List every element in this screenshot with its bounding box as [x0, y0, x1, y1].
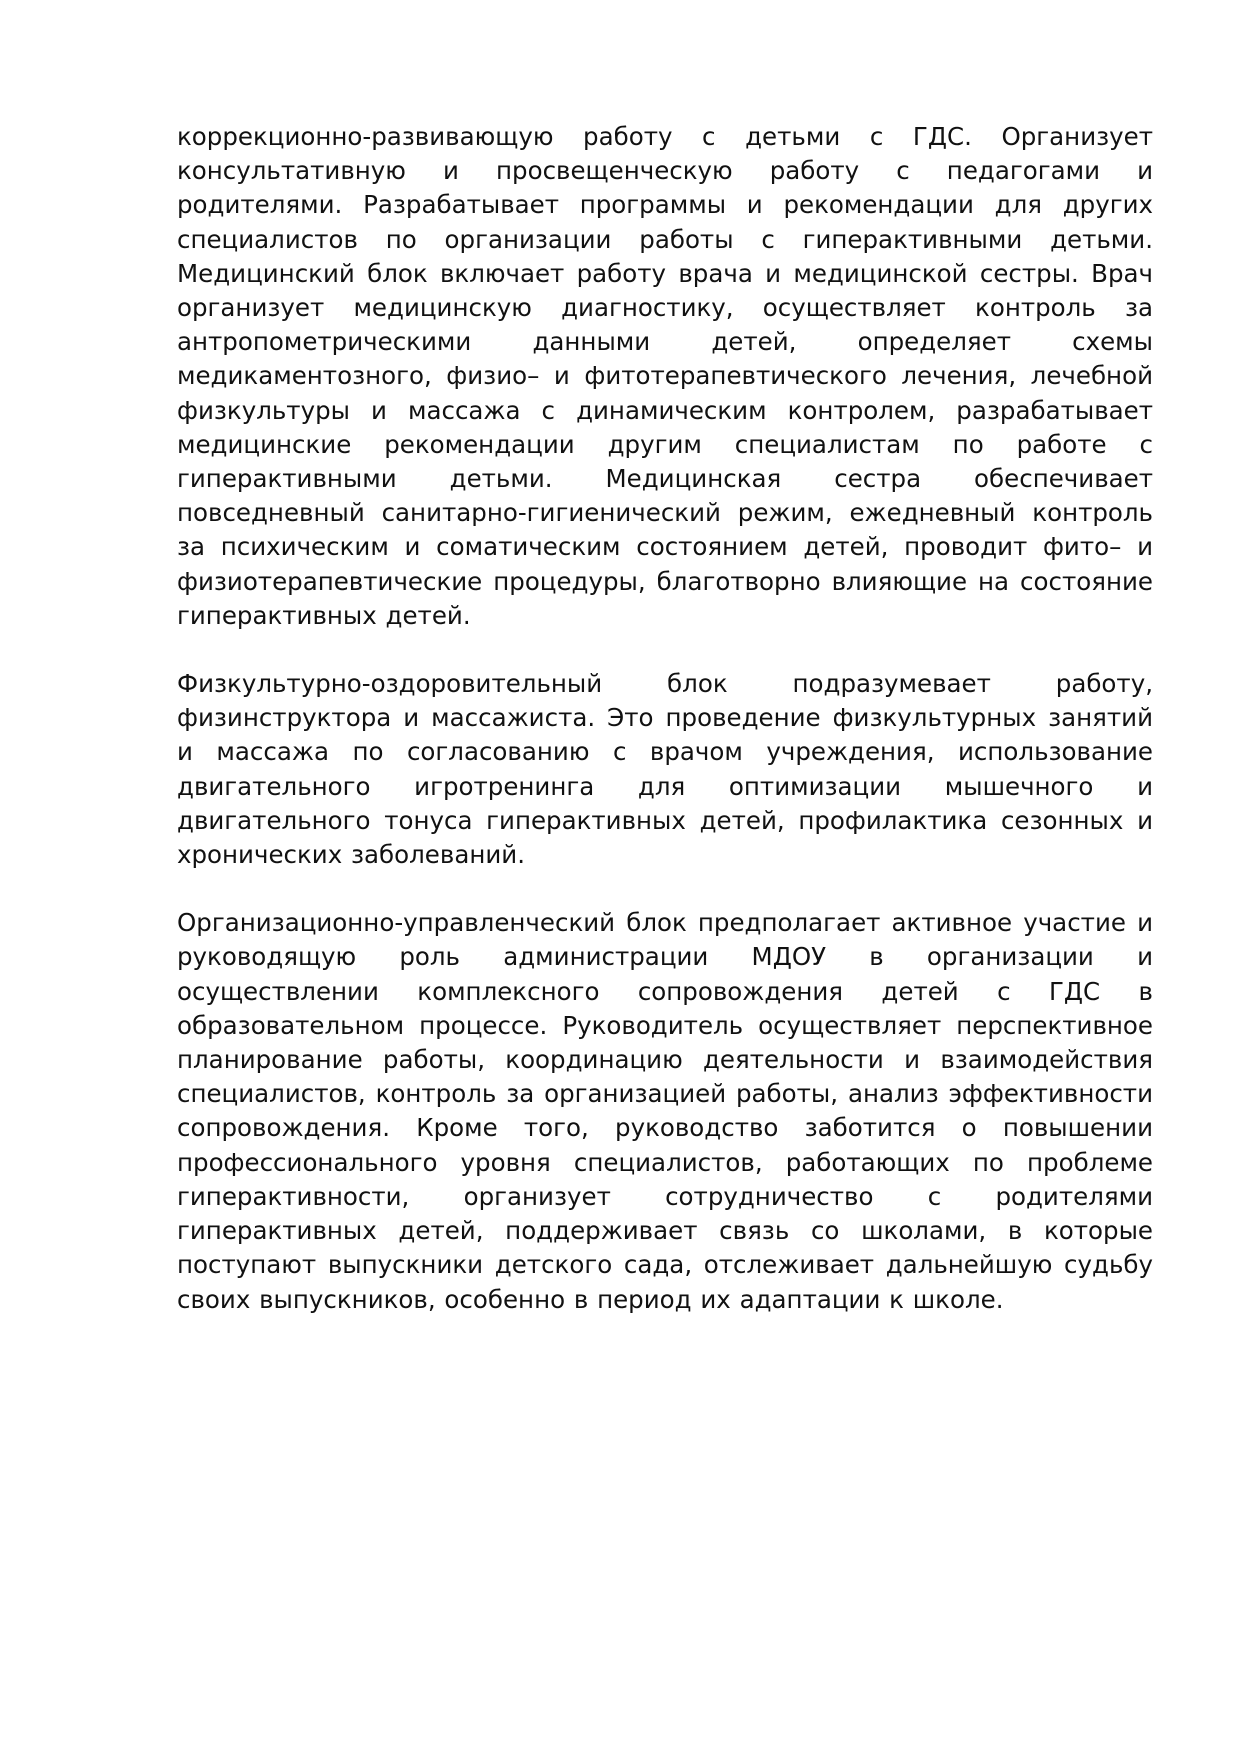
paragraph-medical-block: коррекционно-развивающую работу с детьми с ГДС. Организует консультативную и просвещенческую работу с педагогами и родителями. Разрабатывает программы и рекомендации для других специалистов по организации работы с гиперактивными детьми. Медицинский блок включает работу врача и медицинской сестры. Врач организует медицинскую диагностику, осуществляет контроль за антропометрическими данными детей, определяет схемы медикаментозного, физио– и фитотерапевтического лечения, лечебной физкультуры и массажа с динамическим контролем, разрабатывает медицинские рекомендации другим специалистам по работе с гиперактивными детьми. Медицинская сестра обеспечивает повседневный санитарно-гигиенический режим, ежедневный контроль за психическим и соматическим состоянием детей, проводит фито– и физиотерапевтические процедуры, благотворно влияющие на состояние гиперактивных детей.: [177, 122, 1153, 630]
body-text: [177, 120, 1153, 1317]
paragraph-physical-health-block: Физкультурно-оздоровительный блок подразумевает работу, физинструктора и массажиста. Это проведение физкультурных занятий и массажа по согласованию с врачом учреждения, использование двигательного игротренинга для оптимизации мышечного и двигательного тонуса гиперактивных детей, профилактика сезонных и хронических заболеваний.: [177, 669, 1153, 870]
paragraph-management-block: Организационно-управленческий блок предполагает активное участие и руководящую роль администрации МДОУ в организации и осуществлении комплексного сопровождения детей с ГДС в образовательном процессе. Руководитель осуществляет перспективное планирование работы, координацию деятельности и взаимодействия специалистов, контроль за организацией работы, анализ эффективности сопровождения. Кроме того, руководство заботится о повышении профессионального уровня специалистов, работающих по проблеме гиперактивности, организует сотрудничество с родителями гиперактивных детей, поддерживает связь со школами, в которые поступают выпускники детского сада, отслеживает дальнейшую судьбу своих выпускников, особенно в период их адаптации к школе.: [177, 908, 1153, 1314]
